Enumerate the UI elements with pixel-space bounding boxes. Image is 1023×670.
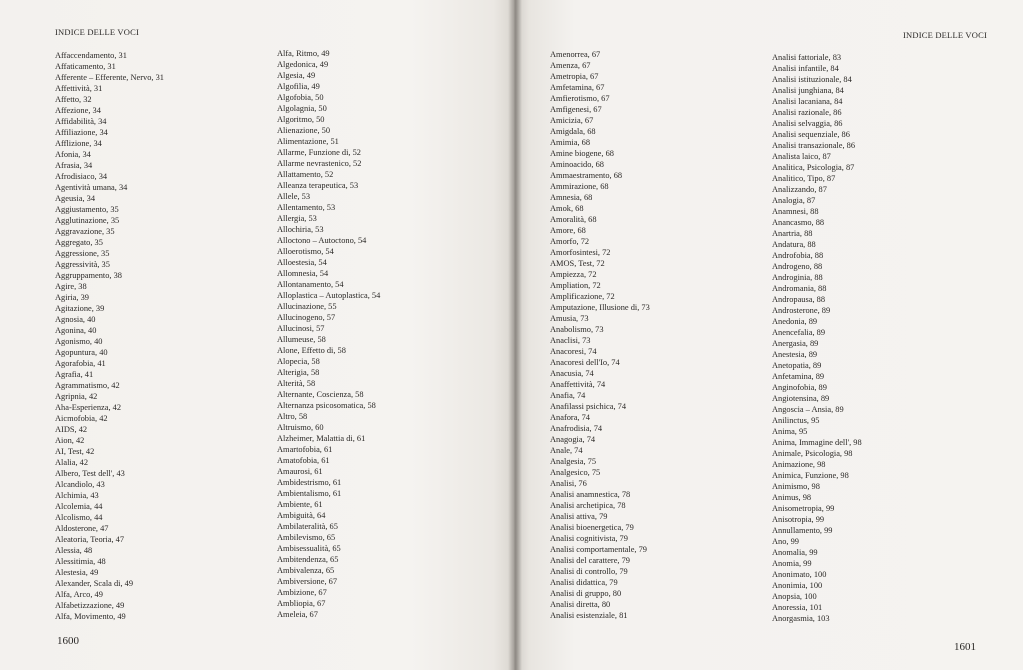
index-entry: Alterigia, 58 (277, 368, 320, 377)
index-entry: Amicizia, 67 (550, 116, 594, 125)
index-entry: Anale, 74 (550, 446, 583, 455)
index-column-2 (277, 48, 380, 620)
index-entry: Anisometropia, 99 (772, 504, 835, 513)
index-entry: Anestesia, 89 (772, 350, 818, 359)
index-entry: Ambilateralità, 65 (277, 522, 338, 531)
index-entry: AMOS, Test, 72 (550, 259, 605, 268)
index-entry: Anaffettività, 74 (550, 380, 606, 389)
index-entry: Analitica, Psicologia, 87 (772, 163, 855, 172)
index-entry: Afrodisiaco, 34 (55, 172, 108, 181)
index-entry: Anetopatia, 89 (772, 361, 822, 370)
running-head-left: INDICE DELLE VOCI (55, 27, 139, 37)
index-entry: Allergia, 53 (277, 214, 317, 223)
index-entry: Algesia, 49 (277, 71, 316, 80)
index-entry: Afflizione, 34 (55, 139, 102, 148)
index-entry: Amok, 68 (550, 204, 584, 213)
index-entry: Allattamento, 52 (277, 170, 334, 179)
index-entry: Allontanamento, 54 (277, 280, 344, 289)
index-entry: Analisi bioenergetica, 79 (550, 523, 634, 532)
index-entry: Ameleia, 67 (277, 610, 318, 619)
index-entry: Affiliazione, 34 (55, 128, 108, 137)
index-entry: Anamnesi, 88 (772, 207, 819, 216)
index-entry: Agitazione, 39 (55, 304, 105, 313)
index-entry: Agopuntura, 40 (55, 348, 108, 357)
index-entry: Analisi anamnestica, 78 (550, 490, 631, 499)
index-entry: Ambizione, 67 (277, 588, 327, 597)
index-entry: Affaticamento, 31 (55, 62, 116, 71)
index-entry: Alexander, Scala di, 49 (55, 579, 134, 588)
index-entry: Anabolismo, 73 (550, 325, 604, 334)
index-entry: Aggressione, 35 (55, 249, 110, 258)
index-entry: Amfetamina, 67 (550, 83, 605, 92)
index-entry: Algofilia, 49 (277, 82, 320, 91)
index-entry: Affetto, 32 (55, 95, 92, 104)
index-entry: Amaurosi, 61 (277, 467, 323, 476)
index-entry: Anoressia, 101 (772, 603, 823, 612)
index-entry: Amartofobia, 61 (277, 445, 333, 454)
index-entry: Aminoacido, 68 (550, 160, 604, 169)
index-entry: Anaclisi, 73 (550, 336, 591, 345)
index-entry: Agglutinazione, 35 (55, 216, 120, 225)
index-entry: Ammaestramento, 68 (550, 171, 623, 180)
index-entry: Aggruppamento, 38 (55, 271, 122, 280)
index-entry: Andromania, 88 (772, 284, 827, 293)
index-entry: Alternante, Coscienza, 58 (277, 390, 364, 399)
index-entry: Amore, 68 (550, 226, 586, 235)
index-entry: Animus, 98 (772, 493, 812, 502)
index-entry: Analisi attiva, 79 (550, 512, 608, 521)
index-entry: Alloerotismo, 54 (277, 247, 334, 256)
index-entry: Alienazione, 50 (277, 126, 331, 135)
page-number-left: 1600 (57, 635, 79, 647)
index-entry: Alloplastica – Autoplastica, 54 (277, 291, 381, 300)
index-entry: Ambilevismo, 65 (277, 533, 336, 542)
index-entry: Anacoresi dell'Io, 74 (550, 358, 620, 367)
index-entry: Analisi junghiana, 84 (772, 86, 844, 95)
index-entry: Analisi lacaniana, 84 (772, 97, 843, 106)
index-entry: Anedonia, 89 (772, 317, 818, 326)
index-entry: Animale, Psicologia, 98 (772, 449, 853, 458)
index-entry: Androsterone, 89 (772, 306, 831, 315)
index-entry: Altro, 58 (277, 412, 308, 421)
index-entry: Ambivalenza, 65 (277, 566, 335, 575)
index-entry: Afferente – Efferente, Nervo, 31 (55, 73, 164, 82)
index-entry: Annullamento, 99 (772, 526, 833, 535)
index-entry: Alcolemia, 44 (55, 502, 103, 511)
index-entry: Affettività, 31 (55, 84, 103, 93)
index-entry: Alessitimia, 48 (55, 557, 106, 566)
index-entry: Analisi razionale, 86 (772, 108, 842, 117)
index-entry: Ageusia, 34 (55, 194, 96, 203)
index-entry: Alloctono – Autoctono, 54 (277, 236, 367, 245)
index-entry: Andatura, 88 (772, 240, 816, 249)
index-entry: Agrammatismo, 42 (55, 381, 120, 390)
index-entry: Aleatoria, Teoria, 47 (55, 535, 125, 544)
index-entry: Anafrodisia, 74 (550, 424, 603, 433)
index-entry: Algolagnia, 50 (277, 104, 327, 113)
index-entry: Androfobia, 88 (772, 251, 824, 260)
index-entry: Alcolismo, 44 (55, 513, 103, 522)
index-entry: Ammirazione, 68 (550, 182, 609, 191)
index-entry: Alloestesia, 54 (277, 258, 327, 267)
index-entry: Amoralità, 68 (550, 215, 597, 224)
index-entry: Alternanza psicosomatica, 58 (277, 401, 376, 410)
index-entry: Anisotropia, 99 (772, 515, 825, 524)
index-entry: Analisi comportamentale, 79 (550, 545, 647, 554)
index-entry: Analisi didattica, 79 (550, 578, 618, 587)
index-entry: Aggressività, 35 (55, 260, 110, 269)
index-entry: Alleanza terapeutica, 53 (277, 181, 359, 190)
index-entry: Affaccendamento, 31 (55, 51, 127, 60)
index-entry: Ambiente, 61 (277, 500, 323, 509)
index-column-1 (55, 50, 164, 622)
index-entry: Anancasmo, 88 (772, 218, 825, 227)
index-entry: Anacoresi, 74 (550, 347, 597, 356)
index-entry: Aggiustamento, 35 (55, 205, 119, 214)
index-entry: Anima, 95 (772, 427, 808, 436)
index-entry: Alfabetizzazione, 49 (55, 601, 125, 610)
index-entry: Algofobia, 50 (277, 93, 324, 102)
index-entry: Agripnia, 42 (55, 392, 98, 401)
index-entry: Animica, Funzione, 98 (772, 471, 849, 480)
index-entry: Aldosterone, 47 (55, 524, 109, 533)
index-entry: Agiria, 39 (55, 293, 89, 302)
index-entry: Analogia, 87 (772, 196, 816, 205)
index-entry: Anomalia, 99 (772, 548, 818, 557)
index-entry: Anafia, 74 (550, 391, 586, 400)
index-entry: Ano, 99 (772, 537, 799, 546)
index-entry: Amfierotismo, 67 (550, 94, 610, 103)
index-column-3 (550, 49, 650, 621)
index-entry: Ametropia, 67 (550, 72, 599, 81)
index-entry: Allentamento, 53 (277, 203, 336, 212)
index-entry: Allucinazione, 55 (277, 302, 337, 311)
index-entry: Allele, 53 (277, 192, 311, 201)
index-entry: Analisi diretta, 80 (550, 600, 611, 609)
index-entry: Agorafobia, 41 (55, 359, 106, 368)
index-entry: Analisi archetipica, 78 (550, 501, 626, 510)
index-entry: Agonina, 40 (55, 326, 97, 335)
index-entry: Allomnesia, 54 (277, 269, 329, 278)
index-entry: Analisi sequenziale, 86 (772, 130, 850, 139)
running-head-right: INDICE DELLE VOCI (903, 30, 987, 40)
index-entry: Analisi esistenziale, 81 (550, 611, 628, 620)
index-entry: Anartria, 88 (772, 229, 813, 238)
index-entry: Analgesico, 75 (550, 468, 601, 477)
index-entry: Alessia, 48 (55, 546, 93, 555)
index-entry: Amatofobia, 61 (277, 456, 330, 465)
index-entry: Alcandiolo, 43 (55, 480, 105, 489)
index-entry: Agnosia, 40 (55, 315, 96, 324)
index-entry: Analisi istituzionale, 84 (772, 75, 852, 84)
index-entry: Anilinctus, 95 (772, 416, 820, 425)
index-entry: Angiotensina, 89 (772, 394, 830, 403)
index-entry: Amenorrea, 67 (550, 50, 601, 59)
index-entry: Anopsia, 100 (772, 592, 817, 601)
index-entry: Analisi di controllo, 79 (550, 567, 628, 576)
index-entry: Afonia, 34 (55, 150, 91, 159)
index-entry: Alfa, Ritmo, 49 (277, 49, 330, 58)
right-page (514, 0, 1023, 670)
index-entry: Allucinogeno, 57 (277, 313, 336, 322)
index-entry: Amusia, 73 (550, 314, 589, 323)
index-entry: Analisi transazionale, 86 (772, 141, 856, 150)
index-entry: Algoritmo, 50 (277, 115, 325, 124)
index-entry: Anacusia, 74 (550, 369, 594, 378)
index-entry: Aggregato, 35 (55, 238, 103, 247)
index-entry: Alalia, 42 (55, 458, 89, 467)
index-entry: Analgesia, 75 (550, 457, 597, 466)
index-entry: Amputazione, Illusione di, 73 (550, 303, 650, 312)
index-entry: Ambidestrismo, 61 (277, 478, 342, 487)
index-entry: Animazione, 98 (772, 460, 826, 469)
index-entry: Alone, Effetto di, 58 (277, 346, 346, 355)
index-entry: Anginofobia, 89 (772, 383, 827, 392)
index-entry: Anfetamina, 89 (772, 372, 825, 381)
index-entry: AIDS, 42 (55, 425, 88, 434)
index-entry: Allarme, Funzione di, 52 (277, 148, 361, 157)
index-entry: Alimentazione, 51 (277, 137, 339, 146)
index-entry: Altruismo, 60 (277, 423, 324, 432)
index-entry: Ambiversione, 67 (277, 577, 338, 586)
index-entry: Amimia, 68 (550, 138, 591, 147)
index-entry: Alterità, 58 (277, 379, 316, 388)
index-column-4 (772, 52, 862, 624)
index-entry: Androgeno, 88 (772, 262, 823, 271)
index-entry: Amnesia, 68 (550, 193, 593, 202)
index-entry: Algedonica, 49 (277, 60, 329, 69)
index-entry: Affidabilità, 34 (55, 117, 107, 126)
index-entry: Aha-Esperienza, 42 (55, 403, 122, 412)
index-entry: Anonimia, 100 (772, 581, 823, 590)
index-entry: Anonimato, 100 (772, 570, 827, 579)
index-entry: Ambliopia, 67 (277, 599, 326, 608)
index-entry: Afrasia, 34 (55, 161, 93, 170)
index-entry: Analista laico, 87 (772, 152, 831, 161)
index-entry: Agrafia, 41 (55, 370, 94, 379)
index-entry: Allucinosi, 57 (277, 324, 325, 333)
index-entry: Analizzando, 87 (772, 185, 827, 194)
index-entry: Amenza, 67 (550, 61, 591, 70)
index-entry: Analitico, Tipo, 87 (772, 174, 836, 183)
index-entry: Ampliation, 72 (550, 281, 601, 290)
index-entry: Alzheimer, Malattia di, 61 (277, 434, 366, 443)
index-entry: Alopecia, 58 (277, 357, 320, 366)
index-entry: Anorgasmia, 103 (772, 614, 830, 623)
index-entry: Alchimia, 43 (55, 491, 99, 500)
index-entry: Alfa, Movimento, 49 (55, 612, 126, 621)
index-entry: Amigdala, 68 (550, 127, 596, 136)
index-entry: Ambisessualità, 65 (277, 544, 341, 553)
index-entry: Analisi del carattere, 79 (550, 556, 630, 565)
index-entry: Amorfosintesi, 72 (550, 248, 611, 257)
index-entry: Affezione, 34 (55, 106, 101, 115)
index-entry: Alestesia, 49 (55, 568, 99, 577)
index-entry: Androginia, 88 (772, 273, 823, 282)
index-entry: Albero, Test dell', 43 (55, 469, 125, 478)
index-entry: Analisi fattoriale, 83 (772, 53, 842, 62)
index-entry: Allarme nevrastenico, 52 (277, 159, 362, 168)
index-entry: Aggravazione, 35 (55, 227, 115, 236)
index-entry: Ambitendenza, 65 (277, 555, 339, 564)
index-entry: Andropausa, 88 (772, 295, 826, 304)
page-number-right: 1601 (954, 641, 976, 653)
index-entry: Analisi di gruppo, 80 (550, 589, 622, 598)
index-entry: Agentività umana, 34 (55, 183, 128, 192)
index-entry: Anomia, 99 (772, 559, 812, 568)
index-entry: Ambientalismo, 61 (277, 489, 342, 498)
index-entry: Amorfo, 72 (550, 237, 590, 246)
index-entry: Alfa, Arco, 49 (55, 590, 103, 599)
index-entry: Angoscia – Ansia, 89 (772, 405, 844, 414)
index-entry: Ambiguità, 64 (277, 511, 326, 520)
index-entry: Allochiria, 53 (277, 225, 324, 234)
index-entry: Animismo, 98 (772, 482, 820, 491)
index-entry: Anima, Immagine dell', 98 (772, 438, 862, 447)
index-entry: Analisi infantile, 84 (772, 64, 839, 73)
index-entry: Anafora, 74 (550, 413, 590, 422)
index-entry: Amfigenesi, 67 (550, 105, 602, 114)
index-entry: Amine biogene, 68 (550, 149, 614, 158)
index-entry: Aicmofobia, 42 (55, 414, 108, 423)
index-entry: AI, Test, 42 (55, 447, 95, 456)
index-entry: Amplificazione, 72 (550, 292, 615, 301)
index-entry: Analisi, 76 (550, 479, 587, 488)
index-entry: Allumeuse, 58 (277, 335, 326, 344)
index-entry: Anafilassi psichica, 74 (550, 402, 627, 411)
index-entry: Anergasia, 89 (772, 339, 819, 348)
index-entry: Ampiezza, 72 (550, 270, 597, 279)
index-entry: Aion, 42 (55, 436, 85, 445)
index-entry: Anencefalia, 89 (772, 328, 826, 337)
index-entry: Analisi selvaggia, 86 (772, 119, 843, 128)
index-entry: Agire, 38 (55, 282, 87, 291)
index-entry: Agonismo, 40 (55, 337, 103, 346)
index-entry: Analisi cognitivista, 79 (550, 534, 628, 543)
index-entry: Anagogia, 74 (550, 435, 596, 444)
